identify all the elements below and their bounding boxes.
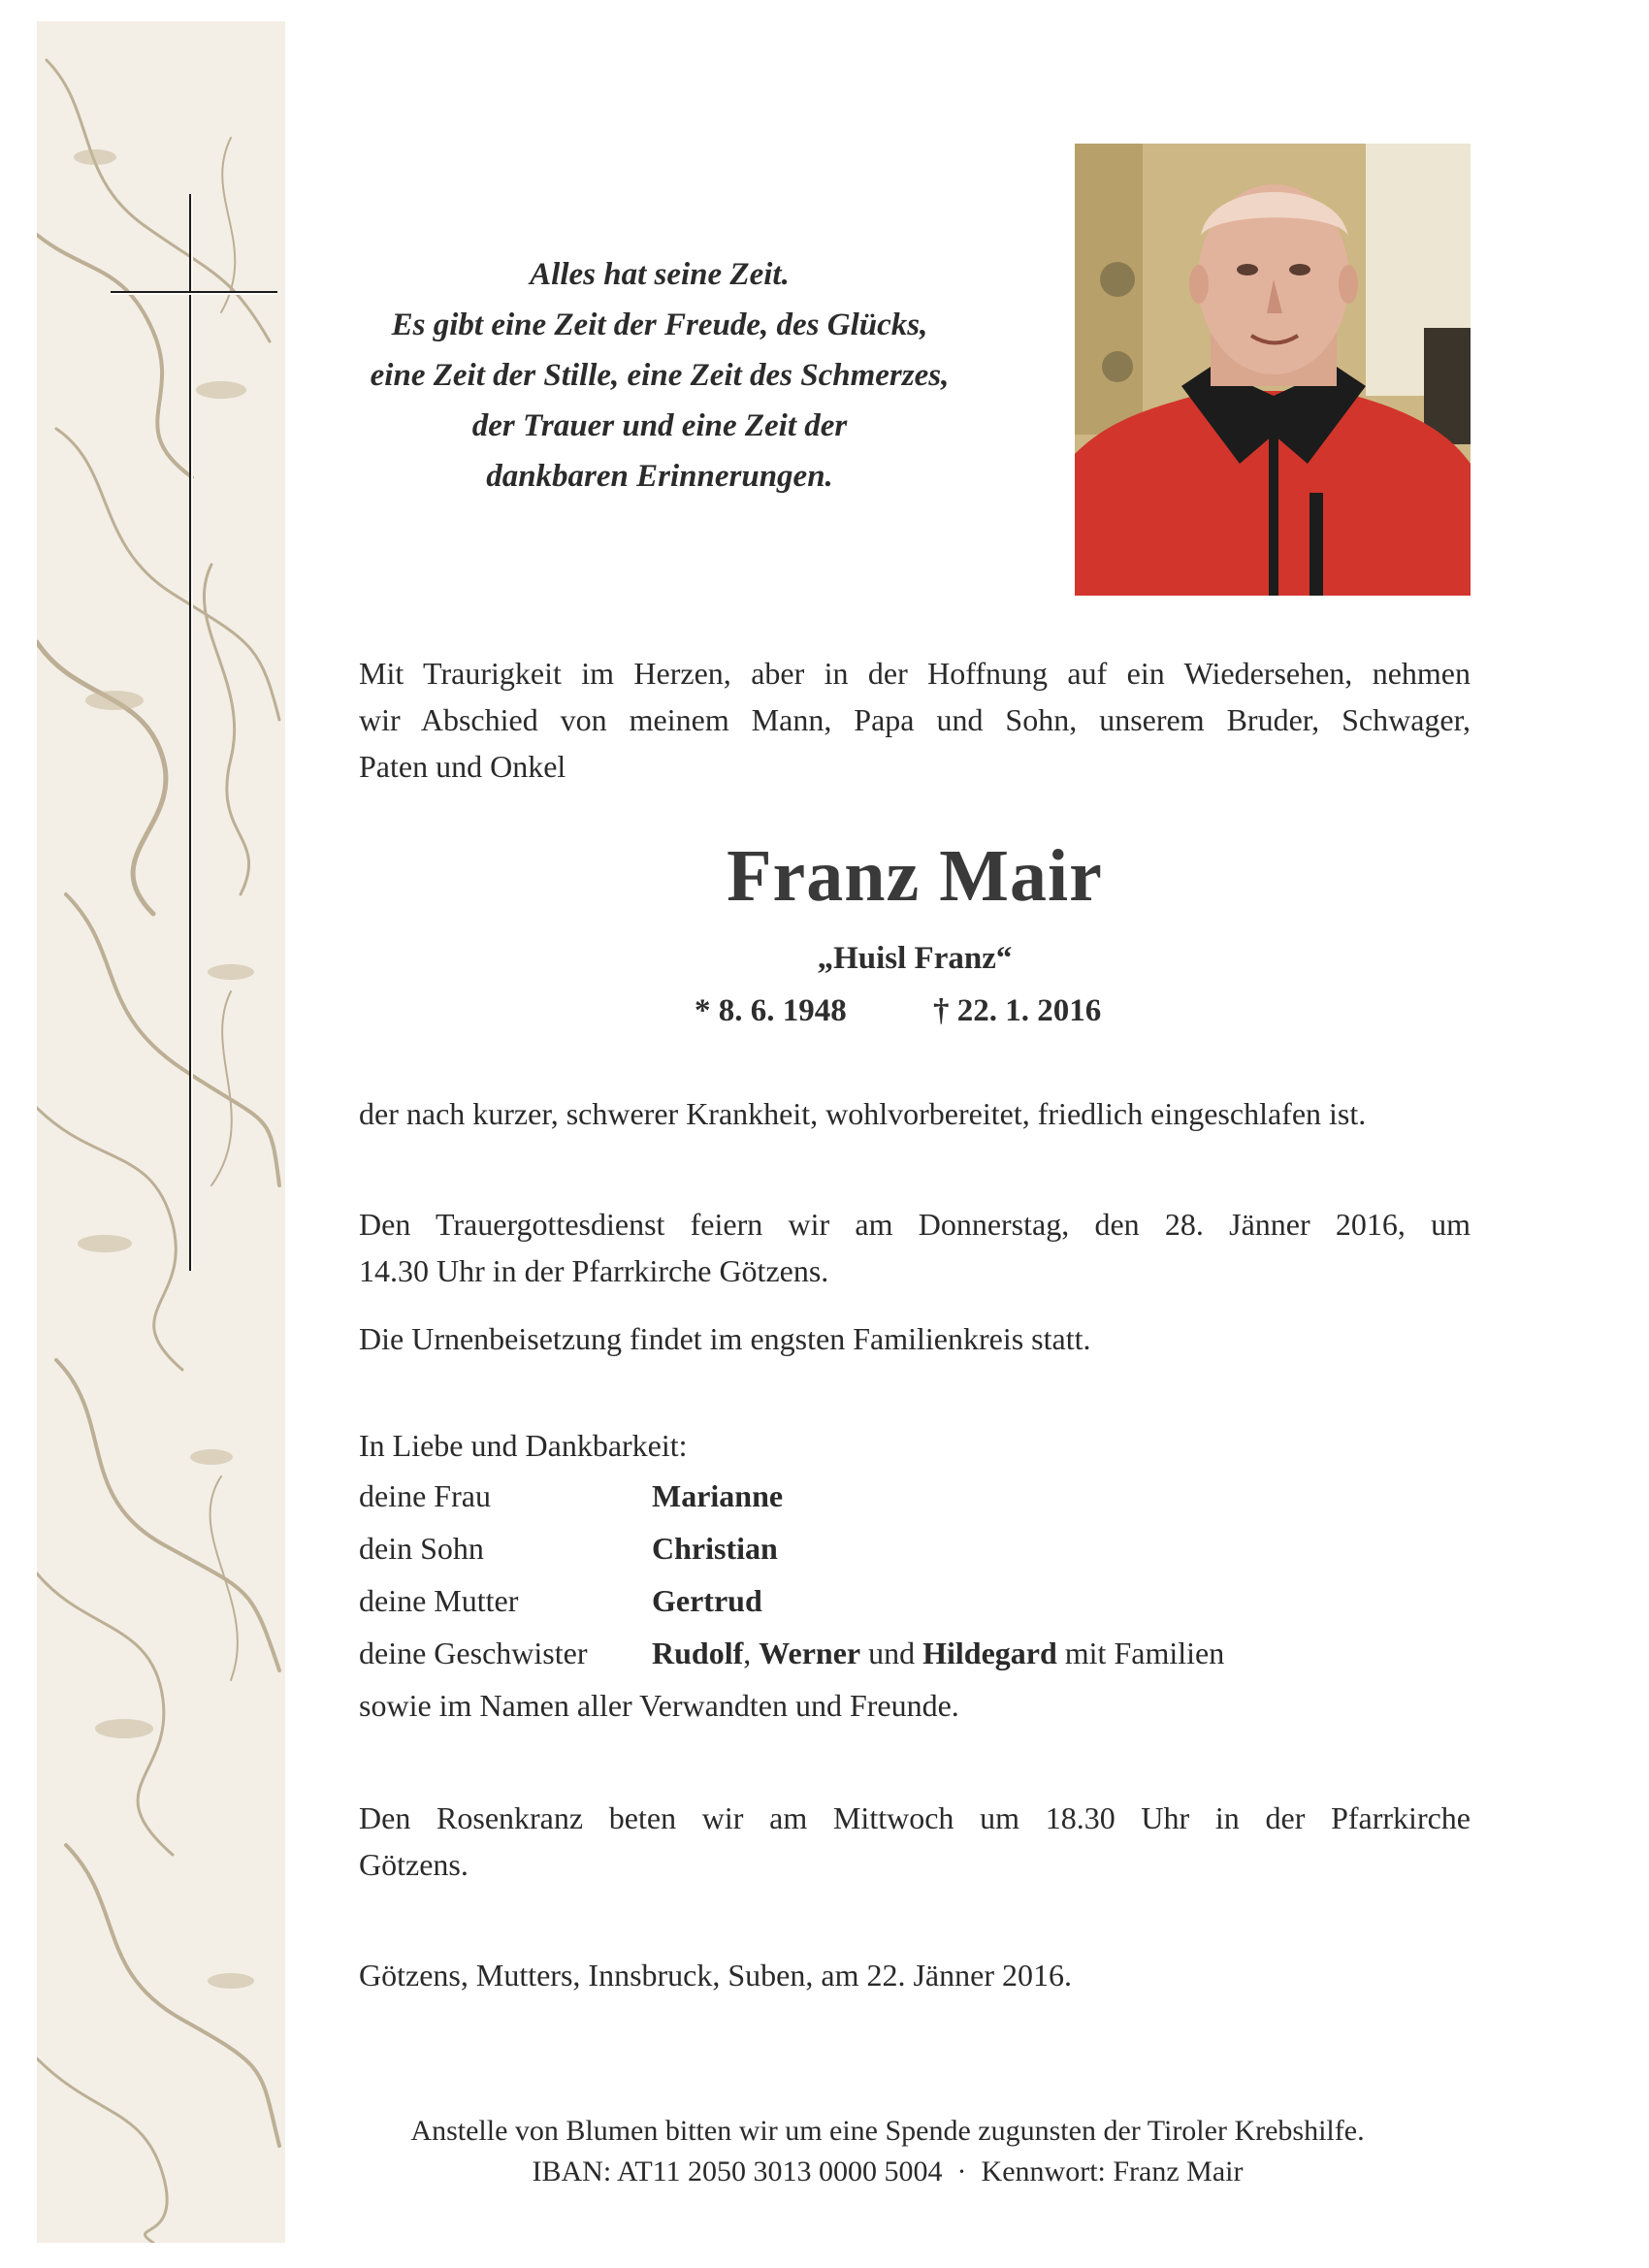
motto-quote	[320, 249, 999, 502]
motto-line: Alles hat seine Zeit.	[530, 257, 790, 292]
family-section	[359, 1422, 1426, 1752]
rosary-paragraph	[359, 1795, 1471, 1888]
portrait-image	[1075, 144, 1471, 596]
marble-texture	[37, 21, 285, 2243]
sibling-name: Hildegard	[922, 1636, 1057, 1670]
family-relation: dein Sohn	[359, 1531, 484, 1566]
separator: und	[860, 1636, 923, 1670]
siblings-names	[652, 1630, 1224, 1676]
sibling-name: Rudolf	[652, 1636, 744, 1670]
cross-horizontal-bar	[111, 291, 277, 293]
service-line: 14.30 Uhr in der Pfarrkirche Götzens.	[359, 1253, 829, 1288]
deceased-nickname: „Huisl Franz“	[817, 941, 1013, 976]
family-closing: sowie im Namen aller Verwandten und Freunde.	[359, 1688, 959, 1723]
family-relation: deine Mutter	[359, 1583, 519, 1618]
intro-paragraph	[359, 650, 1471, 790]
birth-date: * 8. 6. 1948	[695, 993, 847, 1028]
motto-line: eine Zeit der Stille, eine Zeit des Schmerzes,	[370, 358, 950, 393]
separator: ,	[743, 1636, 760, 1670]
marble-border	[37, 21, 285, 2243]
motto-line: dankbaren Erinnerungen.	[486, 459, 833, 494]
family-member-name: Marianne	[652, 1478, 784, 1513]
place-date: Götzens, Mutters, Innsbruck, Suben, am 22. Jänner 2016.	[359, 1958, 1072, 1993]
motto-line: der Trauer und eine Zeit der	[471, 408, 848, 443]
donation-text: Anstelle von Blumen bitten wir um eine Spende zugunsten der Tiroler Krebshilfe.	[410, 2115, 1365, 2147]
cross-vertical-bar	[189, 194, 191, 1271]
family-row	[359, 1473, 1426, 1519]
donation-note	[320, 2111, 1455, 2192]
family-heading: In Liebe und Dankbarkeit:	[359, 1428, 688, 1463]
deceased-name: Franz Mair	[727, 835, 1103, 917]
intro-line: Mit Traurigkeit im Herzen, aber in der Hoffnung auf ein Wiedersehen, nehmen	[359, 656, 1471, 691]
family-member-name: Christian	[652, 1531, 778, 1566]
rosary-line: Den Rosenkranz beten wir am Mittwoch um 18.30 Uhr in der Pfarrkirche	[359, 1800, 1471, 1835]
urn-text: Die Urnenbeisetzung findet im engsten Familienkreis statt.	[359, 1321, 1091, 1356]
family-row	[359, 1577, 1426, 1624]
family-relation: deine Geschwister	[359, 1636, 588, 1670]
service-paragraph	[359, 1201, 1471, 1294]
passing-text: der nach kurzer, schwerer Krankheit, wohlvorbereitet, friedlich eingeschlafen ist.	[359, 1096, 1367, 1131]
iban-text: IBAN: AT11 2050 3013 0000 5004 · Kennwort: Franz Mair	[532, 2155, 1244, 2187]
motto-line: Es gibt eine Zeit der Freude, des Glücks,	[391, 308, 928, 342]
siblings-suffix: mit Familien	[1056, 1636, 1225, 1670]
family-relation: deine Frau	[359, 1478, 491, 1513]
rosary-line: Götzens.	[359, 1847, 469, 1882]
family-member-name: Gertrud	[652, 1583, 762, 1618]
intro-line: wir Abschied von meinem Mann, Papa und Sohn, unserem Bruder, Schwager,	[359, 702, 1471, 737]
intro-line: Paten und Onkel	[359, 749, 566, 784]
service-line: Den Trauergottesdienst feiern wir am Donnerstag, den 28. Jänner 2016, um	[359, 1207, 1471, 1242]
sibling-name: Werner	[759, 1636, 861, 1670]
family-row	[359, 1525, 1426, 1571]
family-row-siblings	[359, 1630, 1426, 1676]
portrait-photo	[1075, 144, 1471, 596]
death-date: † 22. 1. 2016	[933, 993, 1102, 1028]
